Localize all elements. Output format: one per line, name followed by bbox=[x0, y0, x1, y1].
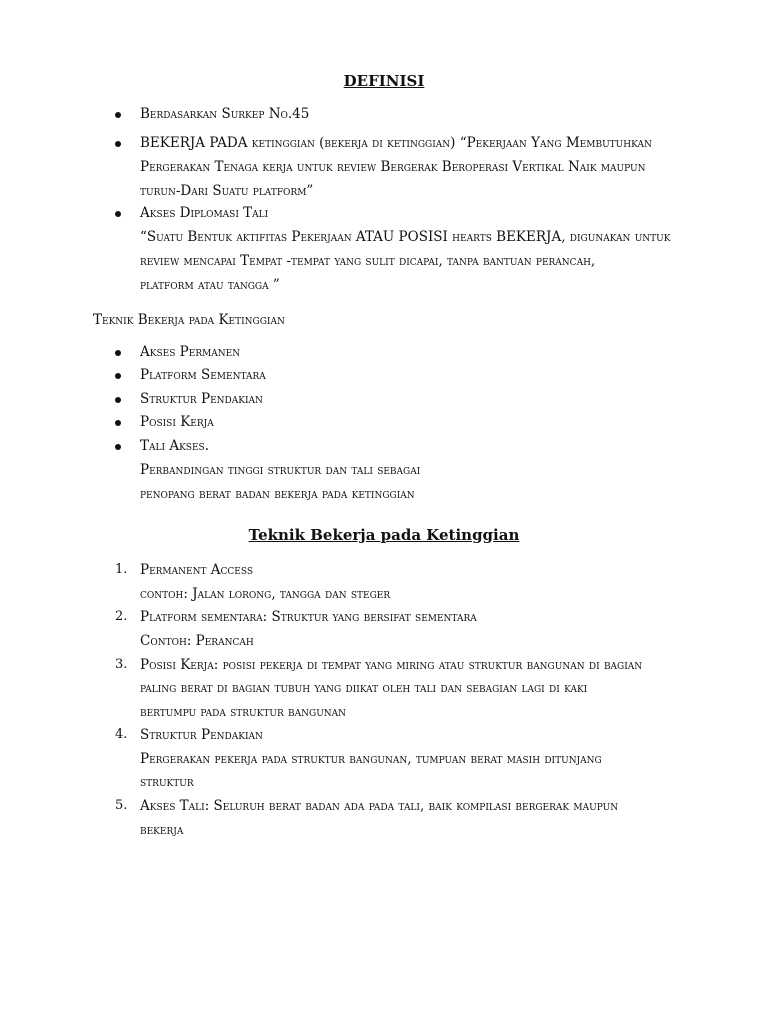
numbered-item-1-line-2: contoh: Jalan lorong, tangga dan steger bbox=[140, 586, 391, 602]
teknik-note-line-1: Perbandingan tinggi struktur dan tali sebagai bbox=[140, 462, 421, 478]
page-title: DEFINISI bbox=[343, 72, 425, 90]
numbered-item-4-line-3: struktur bbox=[140, 774, 194, 790]
teknik-item-4: Posisi Kerja bbox=[140, 414, 214, 430]
definisi-item-2-line-3: turun-Dari Suatu platform” bbox=[140, 183, 314, 199]
bullet-icon bbox=[115, 211, 121, 217]
numbered-item-4-line-1: Struktur Pendakian bbox=[140, 727, 263, 743]
numbered-item-5-line-2: bekerja bbox=[140, 822, 184, 838]
definisi-item-3-line-3: review mencapai Tempat -tempat yang sulit dicapai, tanpa bantuan perancah, bbox=[140, 253, 596, 269]
bullet-icon bbox=[115, 373, 121, 379]
bullet-icon bbox=[115, 444, 121, 450]
teknik-item-2: Platform Sementara bbox=[140, 367, 266, 383]
definisi-item-2-line-1: BEKERJA PADA ketinggian (bekerja di ketinggian) “Pekerjaan Yang Membutuhkan bbox=[140, 135, 652, 151]
bullet-icon bbox=[115, 112, 121, 118]
section-title: Teknik Bekerja pada Ketinggian bbox=[248, 526, 520, 544]
teknik-note-line-2: penopang berat badan bekerja pada ketinggian bbox=[140, 486, 415, 502]
numbered-item-5-line-1: Akses Tali: Seluruh berat badan ada pada tali, baik kompilasi bergerak maupun bbox=[140, 798, 619, 814]
list-number: 4. bbox=[115, 727, 128, 742]
numbered-item-2-line-1: Platform sementara: Struktur yang bersifat sementara bbox=[140, 609, 477, 625]
definisi-item-2-line-2: Pergerakan Tenaga kerja untuk review Bergerak Beroperasi Vertikal Naik maupun bbox=[140, 159, 646, 175]
bullet-icon bbox=[115, 141, 121, 147]
bullet-icon bbox=[115, 420, 121, 426]
numbered-item-3-line-3: bertumpu pada struktur bangunan bbox=[140, 704, 347, 720]
teknik-item-5: Tali Akses. bbox=[140, 438, 209, 454]
definisi-item-1-line-1: Berdasarkan Surkep No.45 bbox=[140, 106, 310, 122]
list-number: 2. bbox=[115, 609, 128, 624]
numbered-item-3-line-2: paling berat di bagian tubuh yang diikat oleh tali dan sebagian lagi di kaki bbox=[140, 680, 588, 696]
definisi-item-3-line-2: “Suatu Bentuk aktifitas Pekerjaan ATAU POSISI hearts BEKERJA, digunakan untuk bbox=[140, 229, 671, 245]
bullet-icon bbox=[115, 397, 121, 403]
list-number: 5. bbox=[115, 798, 128, 813]
teknik-item-3: Struktur Pendakian bbox=[140, 391, 263, 407]
definisi-item-3-line-4: platform atau tangga ” bbox=[140, 277, 280, 293]
numbered-item-1-line-1: Permanent Access bbox=[140, 562, 254, 578]
numbered-item-2-line-2: Contoh: Perancah bbox=[140, 633, 254, 649]
bullet-icon bbox=[115, 350, 121, 356]
section-heading: Teknik Bekerja pada Ketinggian bbox=[93, 312, 285, 328]
numbered-item-4-line-2: Pergerakan pekerja pada struktur bangunan, tumpuan berat masih ditunjang bbox=[140, 751, 602, 767]
list-number: 1. bbox=[115, 562, 128, 577]
list-number: 3. bbox=[115, 657, 128, 672]
numbered-item-3-line-1: Posisi Kerja: posisi pekerja di tempat yang miring atau struktur bangunan di bagian bbox=[140, 657, 643, 673]
definisi-item-3-line-1: Akses Diplomasi Tali bbox=[140, 205, 269, 221]
teknik-item-1: Akses Permanen bbox=[140, 344, 241, 360]
